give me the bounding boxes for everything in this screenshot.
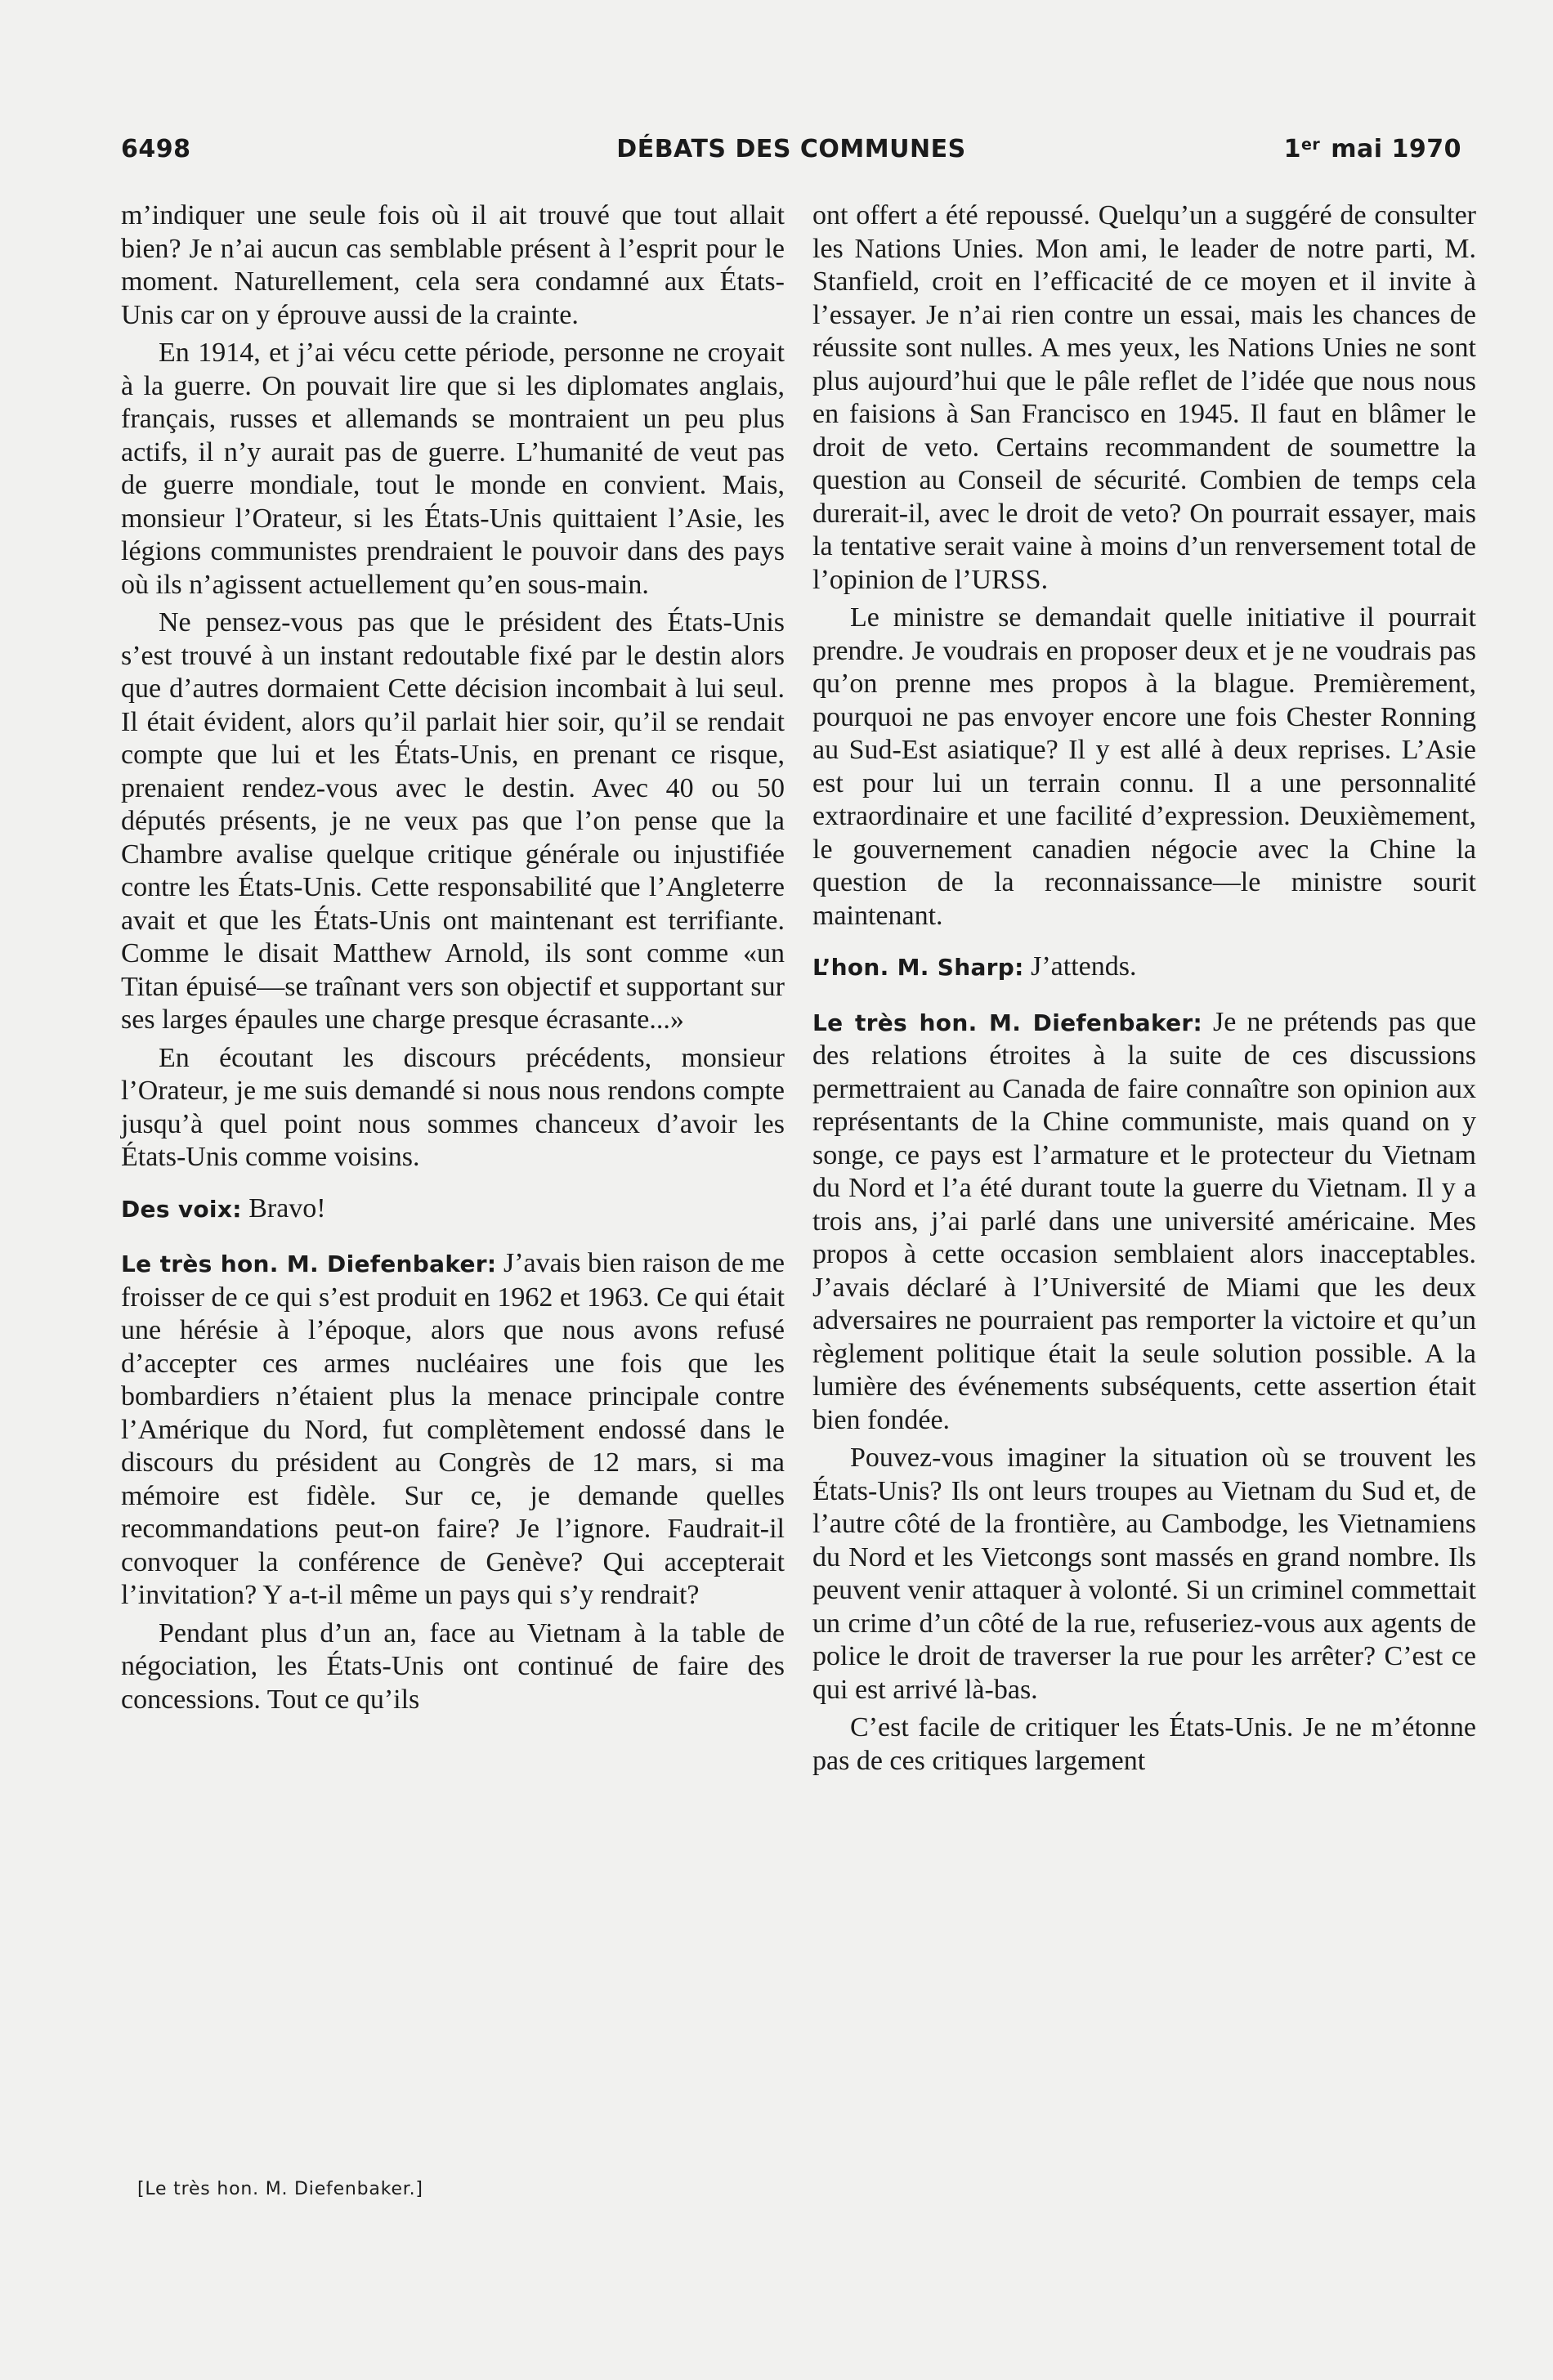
paragraph: Pouvez-vous imaginer la situation où se trouvent les États-Unis? Ils ont leurs troupes au Vietnam du Sud et, de l’autre côté de la frontière, au Cambodge, les Vietnamiens du Nord et les Vietcongs sont massés en grand nombre. Ils peuvent venir attaquer à volonté. Si un criminel commettait un crime d’un côté de la rue, refuseriez-vous aux agents de police le droit de traverser la rue pour les arrêter? C’est ce qui est arrivé là-bas.: [812, 1443, 1476, 1705]
speaker-name: Le très hon. M. Diefenbaker:: [812, 1009, 1203, 1036]
paragraph: Ne pensez-vous pas que le président des États-Unis s’est trouvé à un instant redoutable fixé par le destin alors que d’autres dormaient Cette décision incombait à lui seul. Il était évident, alors qu’il parlait hier soir, qu’il se rendait compte que lui et les États-Unis, en prenant ce risque, prenaient rendez-vous avec le destin. Avec 40 ou 50 députés présents, je ne veux pas que l’on pense que la Chambre avalise quelque critique générale ou injustifiée contre les États-Unis. Cette responsabilité que l’Angleterre avait et que les États-Unis ont maintenant est terrifiante. Comme le disait Matthew Arnold, ils sont comme «un Titan épuisé—se traînant vers son objectif et supportant sur ses larges épaules une charge presque écrasante...»: [121, 607, 785, 1035]
speech-text: J’avais bien raison de me froisser de ce qui s’est produit en 1962 et 1963. Ce qui était une hérésie à l’époque, alors que nous avons refusé d’accepter ces armes nucléaires une fois que les bombardiers n’étaient plus la menace principale contre l’Amérique du Nord, fut complètement endossé dans le discours du président au Congrès de 12 mars, si ma mémoire est fidèle. Sur ce, je demande quelles recommandations peut-on faire? Je l’ignore. Faudrait-il convoquer la conférence de Genève? Qui accepterait l’invitation? Y a-t-il même un pays qui s’y rendrait?: [121, 1248, 785, 1610]
page-number: 6498: [121, 135, 191, 163]
interjection: [121, 1192, 785, 1227]
page-header: [121, 135, 1461, 172]
paragraph: Le ministre se demandait quelle initiative il pourrait prendre. Je voudrais en proposer deux et je ne voudrais pas qu’on prenne mes propos à la blague. Premièrement, pourquoi ne pas envoyer encore une fois Chester Ronning au Sud-Est asiatique? Il y est allé à deux reprises. L’Asie est pour lui un terrain connu. Il a une personnalité extraordinaire et une facilité d’expression. Deuxièmement, le gouvernement canadien négocie avec la Chine la question de la reconnaissance—le ministre sourit maintenant.: [812, 602, 1476, 931]
right-column: [812, 199, 1476, 1783]
date-day: 1: [1283, 135, 1302, 163]
paragraph: En 1914, et j’ai vécu cette période, personne ne croyait à la guerre. On pouvait lire que si les diplomates anglais, français, russes et allemands se montraient un peu plus actifs, il n’y aurait pas de guerre. L’humanité de veut pas de guerre mondiale, tout le monde en convient. Mais, monsieur l’Orateur, si les États-Unis quittaient l’Asie, les légions communistes prendraient le pouvoir dans des pays où ils n’agissent actuellement qu’en sous-main.: [121, 338, 785, 600]
speaker-name: Des voix:: [121, 1195, 242, 1223]
speech: [812, 1006, 1476, 1438]
interjection: [812, 951, 1476, 985]
page-date: [1284, 135, 1461, 163]
speaker-footnote: [Le très hon. M. Diefenbaker.]: [137, 2179, 423, 2199]
paragraph: Pendant plus d’un an, face au Vietnam à la table de négociation, les États-Unis ont continué de faire des concessions. Tout ce qu’ils: [121, 1617, 785, 1715]
speaker-name: L’hon. M. Sharp:: [812, 954, 1024, 981]
speech: [121, 1247, 785, 1613]
speaker-name: Le très hon. M. Diefenbaker:: [121, 1250, 497, 1277]
page-title: DÉBATS DES COMMUNES: [616, 135, 966, 163]
paragraph: m’indiquer une seule fois où il ait trouvé que tout allait bien? Je n’ai aucun cas semblable présent à l’esprit pour le moment. Naturellement, cela sera condamné aux États-Unis car on y éprouve aussi de la crainte.: [121, 200, 785, 330]
interjection-text: Bravo!: [248, 1192, 326, 1224]
paragraph: En écoutant les discours précédents, monsieur l’Orateur, je me suis demandé si nous nous rendons compte jusqu’à quel point nous sommes chanceux d’avoir les États-Unis comme voisins.: [121, 1042, 785, 1172]
date-month-year: mai 1970: [1331, 135, 1461, 163]
interjection-text: J’attends.: [1031, 951, 1137, 982]
left-column: [121, 199, 785, 1721]
date-ordinal: er: [1301, 136, 1321, 154]
paragraph: ont offert a été repoussé. Quelqu’un a suggéré de consulter les Nations Unies. Mon ami, le leader de notre parti, M. Stanfield, croit en l’efficacité de ce moyen et il invite à l’essayer. Je n’ai rien contre un essai, mais les chances de réussite sont nulles. A mes yeux, les Nations Unies ne sont plus aujourd’hui que le pâle reflet de l’idée que nous nous en faisions à San Francisco en 1945. Il faut en blâmer le droit de veto. Certains recommandent de soumettre la question au Conseil de sécurité. Combien de temps cela durerait-il, avec le droit de veto? On pourrait essayer, mais la tentative serait vaine à moins d’un renversement total de l’opinion de l’URSS.: [812, 200, 1476, 595]
speech-text: Je ne prétends pas que des relations étroites à la suite de ces discussions permettraient au Canada de faire connaître son opinion aux représentants de la Chine communiste, mais quand on y songe, ce pays est l’armature et le protecteur du Vietnam du Nord et l’a été durant toute la guerre du Vietnam. Il y a trois ans, j’ai parlé dans une université américaine. Mes propos à cette occasion semblaient alors inacceptables. J’avais déclaré à l’Université de Miami que les deux adversaires ne pourraient pas remporter la victoire et qu’un règlement politique était la seule solution possible. A la lumière des événements subséquents, cette assertion était bien fondée.: [812, 1006, 1477, 1435]
paragraph: C’est facile de critiquer les États-Unis. Je ne m’étonne pas de ces critiques largement: [812, 1712, 1476, 1776]
